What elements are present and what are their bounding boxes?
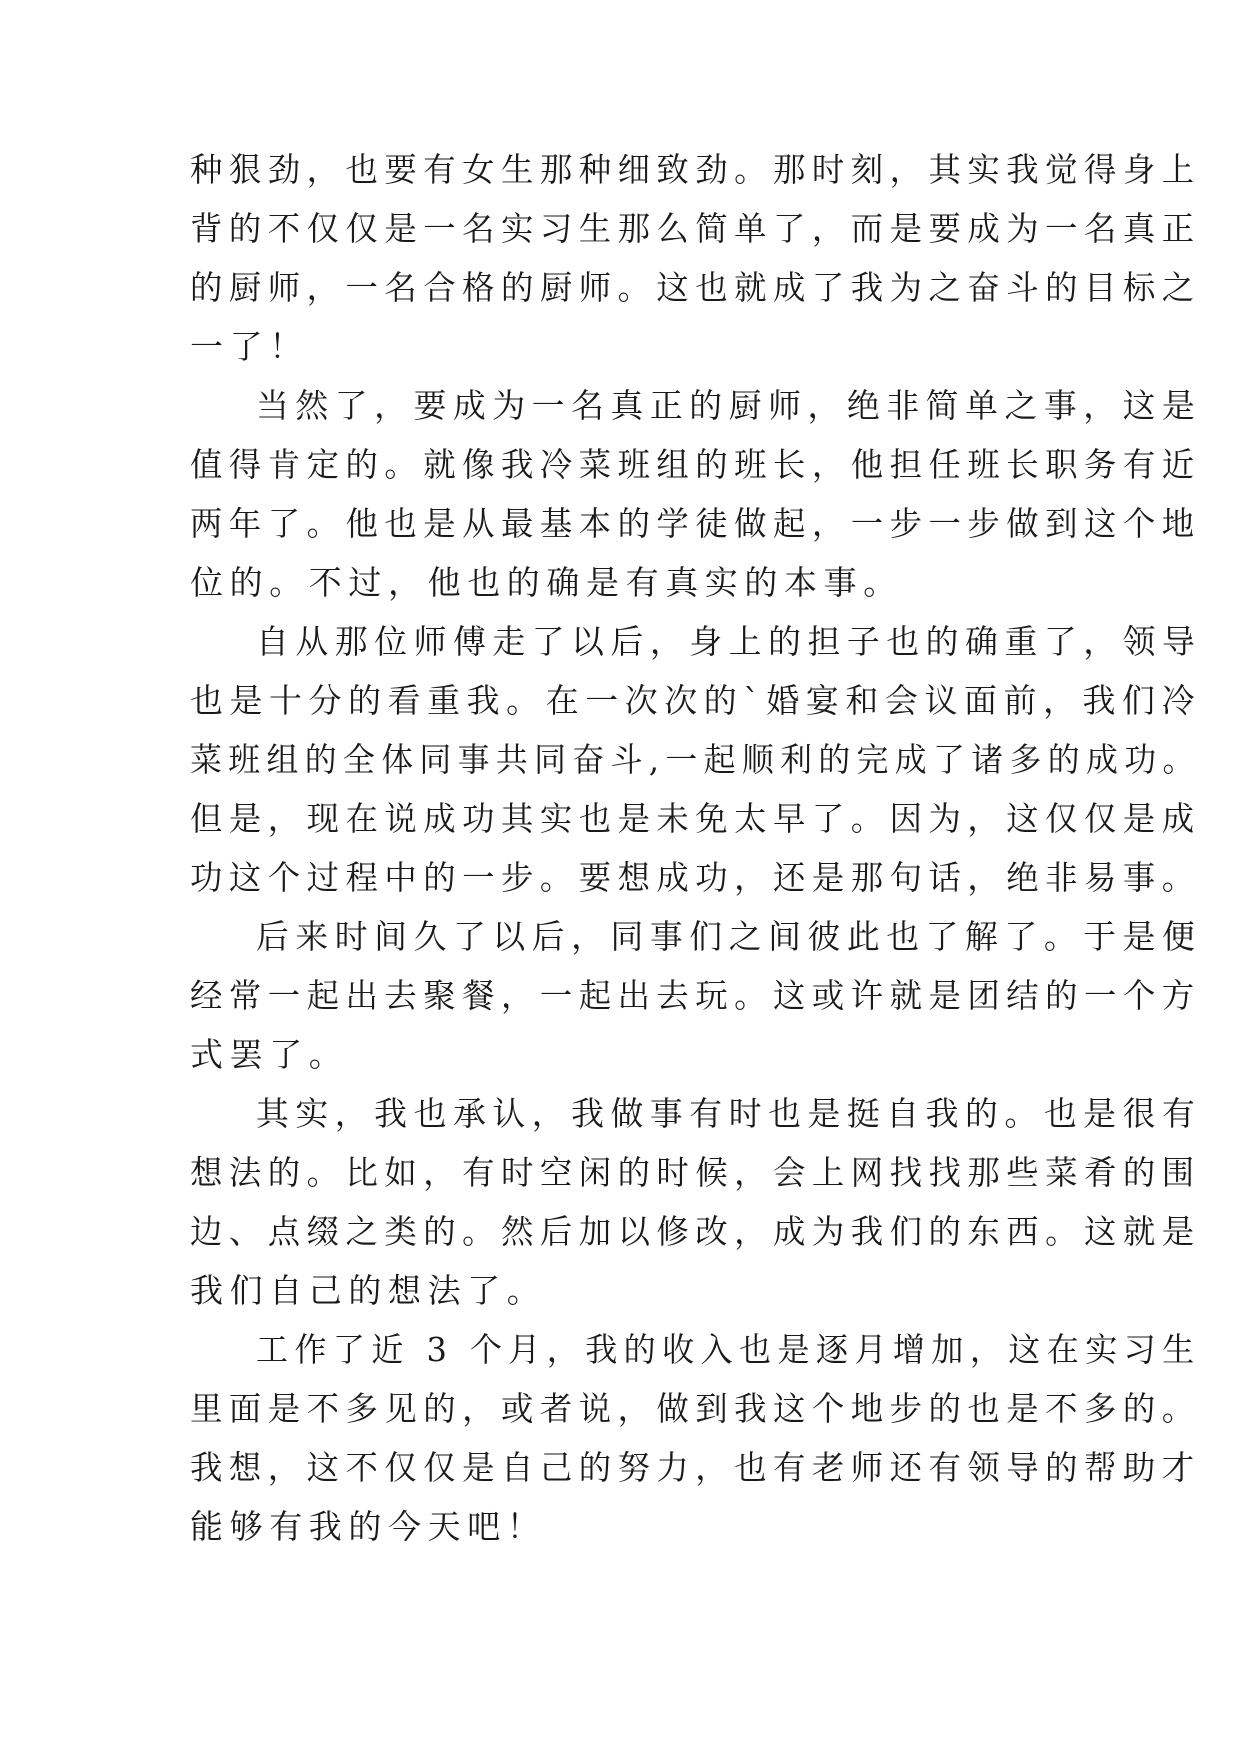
text-line: 边、点缀之类的。然后加以修改，成为我们的东西。这就是 [190, 1212, 1201, 1251]
text-line: 位的。不过，他也的确是有真实的本事。 [190, 563, 903, 602]
text-line: 想法的。比如，有时空闲的时候，会上网找找那些菜肴的围 [190, 1153, 1201, 1192]
text-line: 自从那位师傅走了以后，身上的担子也的确重了，领导 [256, 622, 1202, 661]
text-line: 一了！ [190, 327, 309, 366]
text-line: 菜班组的全体同事共同奋斗,一起顺利的完成了诸多的成功。 [190, 740, 1201, 779]
text-line: 值得肯定的。就像我冷菜班组的班长，他担任班长职务有近 [190, 445, 1201, 484]
text-line: 经常一起出去聚餐，一起出去玩。这或许就是团结的一个方 [190, 976, 1201, 1015]
text-line: 能够有我的今天吧！ [190, 1507, 547, 1546]
text-line: 里面是不多见的，或者说，做到我这个地步的也是不多的。 [190, 1389, 1201, 1428]
text-line: 种狠劲，也要有女生那种细致劲。那时刻，其实我觉得身上 [190, 150, 1201, 189]
text-line: 功这个过程中的一步。要想成功，还是那句话，绝非易事。 [190, 858, 1201, 897]
text-line: 我想，这不仅仅是自己的努力，也有老师还有领导的帮助才 [190, 1448, 1201, 1487]
text-line: 我们自己的想法了。 [190, 1271, 547, 1310]
text-line: 式罢了。 [190, 1035, 349, 1074]
text-line: 工作了近 3 个月，我的收入也是逐月增加，这在实习生 [256, 1330, 1201, 1369]
text-line: 其实，我也承认，我做事有时也是挺自我的。也是很有 [256, 1094, 1202, 1133]
text-line: 两年了。他也是从最基本的学徒做起，一步一步做到这个地 [190, 504, 1201, 543]
text-line: 后来时间久了以后，同事们之间彼此也了解了。于是便 [256, 917, 1202, 956]
text-line: 也是十分的看重我。在一次次的`婚宴和会议面前，我们冷 [190, 681, 1202, 720]
document-page [190, 0, 1202, 1754]
text-line: 但是，现在说成功其实也是未免太早了。因为，这仅仅是成 [190, 799, 1201, 838]
text-line: 背的不仅仅是一名实习生那么简单了，而是要成为一名真正 [190, 209, 1201, 248]
text-line: 的厨师，一名合格的厨师。这也就成了我为之奋斗的目标之 [190, 268, 1201, 307]
text-line: 当然了，要成为一名真正的厨师，绝非简单之事，这是 [256, 386, 1202, 425]
